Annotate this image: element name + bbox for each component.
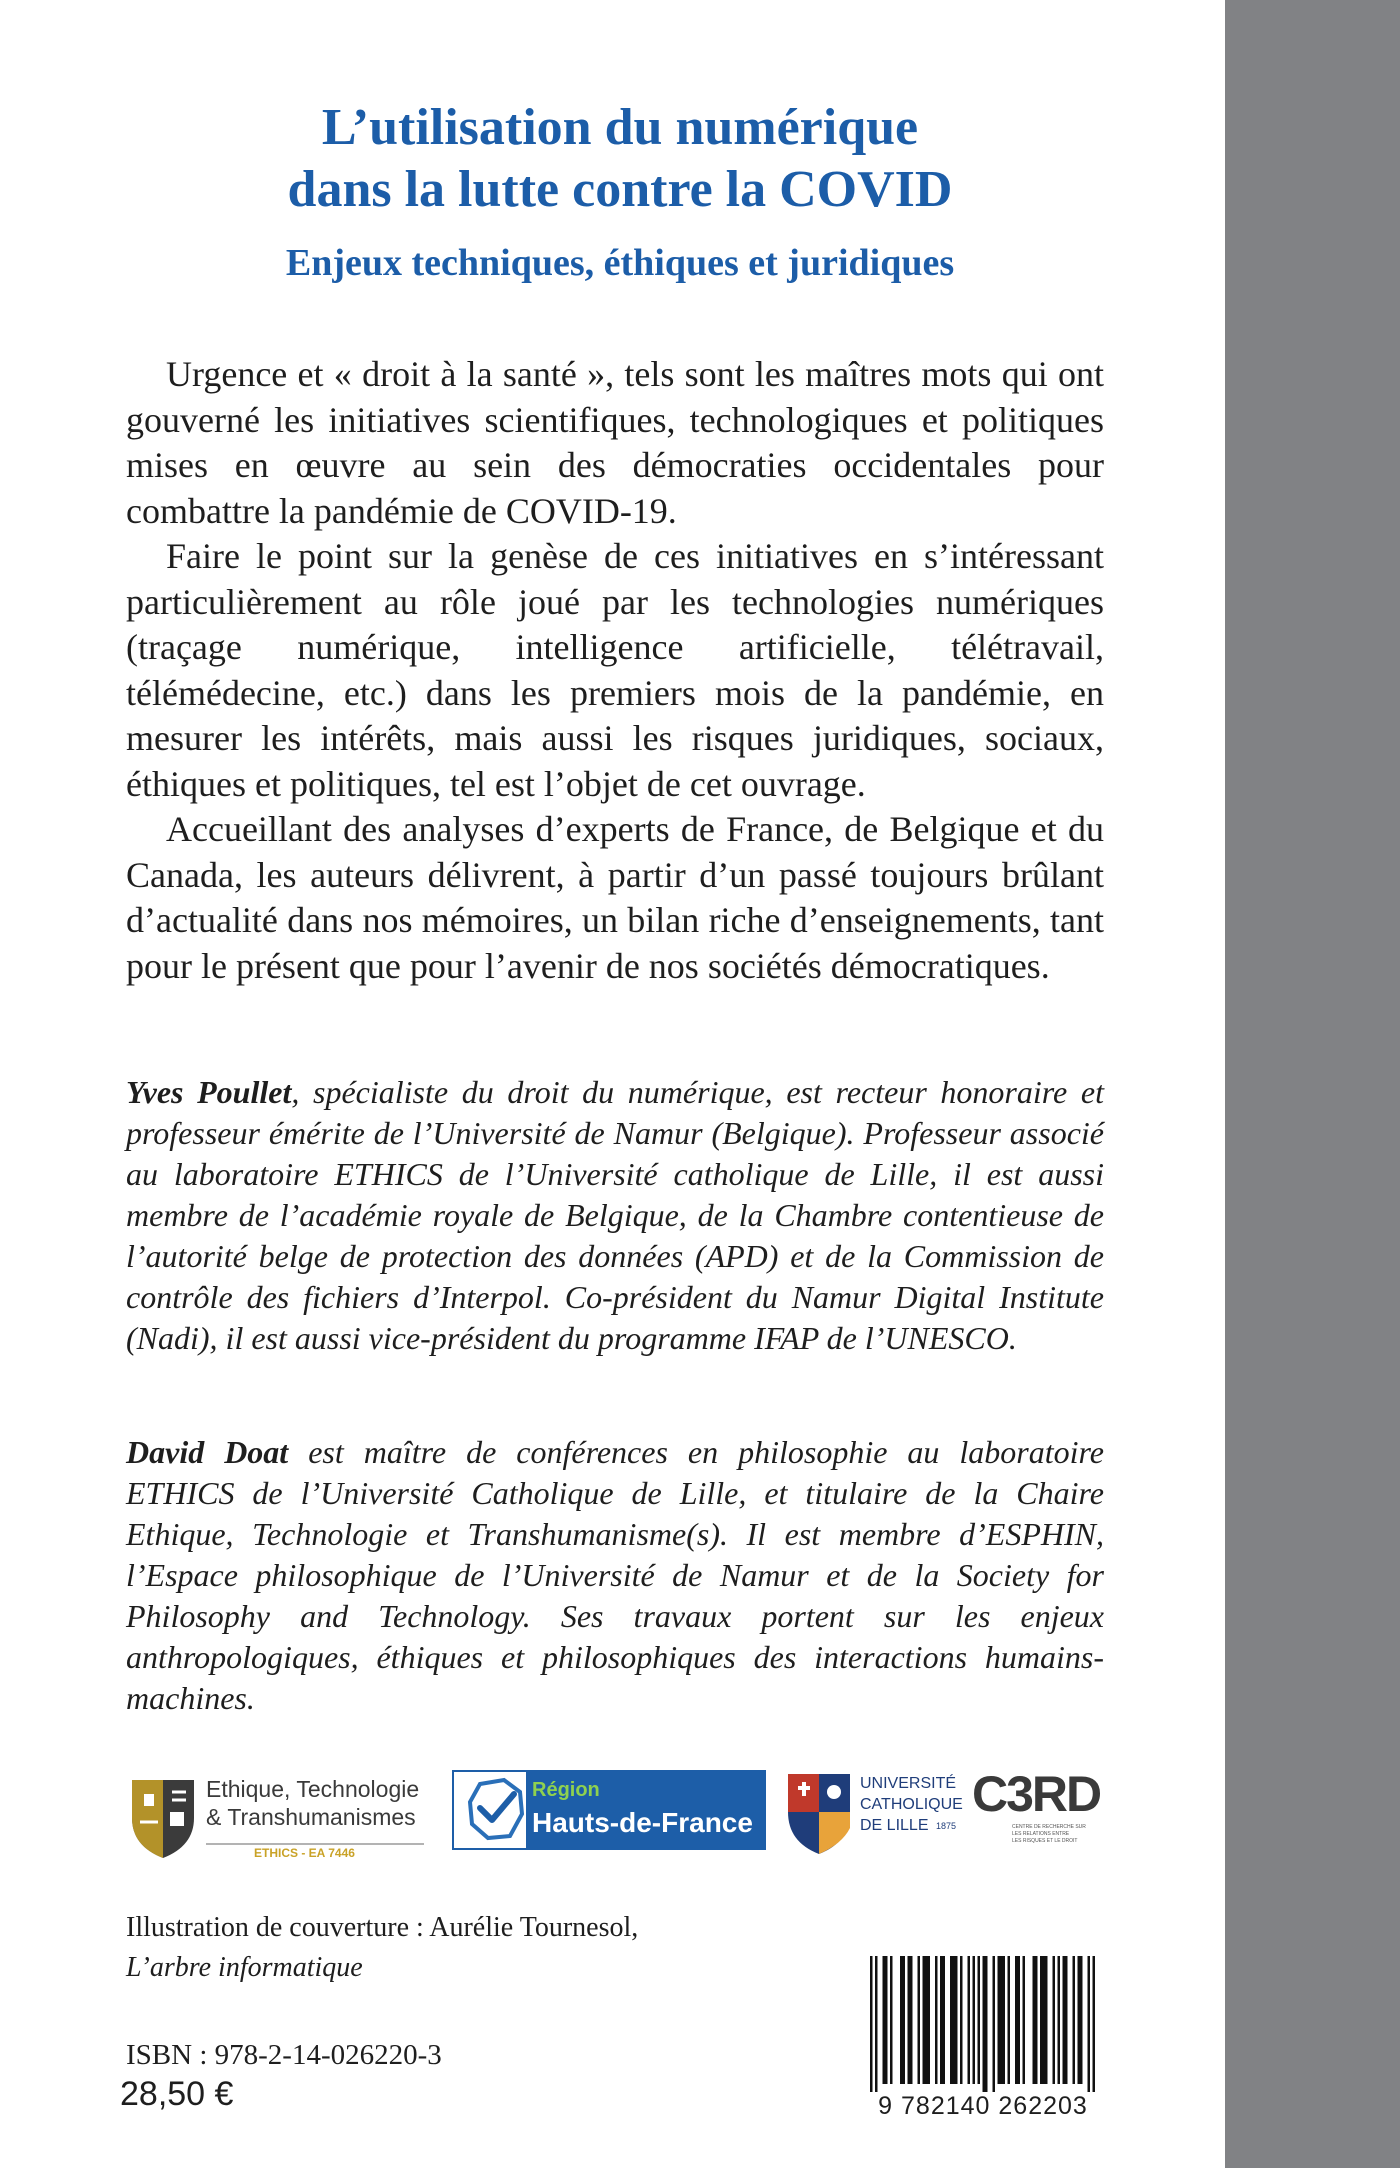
ucl-logo-line-2: CATHOLIQUE — [860, 1796, 963, 1813]
barcode-bar — [918, 1956, 921, 2084]
book-title-line-2: dans la lutte contre la COVID — [287, 161, 953, 218]
author-name-doat: David Doat — [126, 1434, 289, 1470]
barcode-bar — [1018, 1956, 1021, 2084]
isbn-barcode — [858, 1952, 1108, 2126]
blurb-paragraph-1: Urgence et « droit à la santé », tels sont les maîtres mots qui ont gouverné les initiatives scientifiques, technologiques et politiques mises en œuvre au sein des démocraties occidentales pour combattre la pandémie de COVID-19. — [126, 354, 1104, 531]
barcode-bar — [955, 1956, 958, 2084]
price-text: 28,50 € — [120, 2075, 234, 2113]
barcode-bar — [1065, 1956, 1068, 2084]
barcode-bar — [1023, 1956, 1026, 2084]
barcode-bar — [885, 1956, 888, 2084]
barcode-bar — [1000, 1956, 1003, 2084]
barcode-bar — [1008, 1956, 1011, 2084]
barcode-bar — [960, 1956, 963, 2084]
book-subtitle: Enjeux techniques, éthiques et juridiques — [285, 242, 955, 284]
barcode-bar — [928, 1956, 931, 2084]
barcode-bar — [1058, 1956, 1061, 2084]
barcode-bar — [985, 1956, 988, 2092]
ucl-logo — [784, 1768, 964, 1864]
barcode-bar — [910, 1956, 913, 2084]
barcode-bar — [1063, 1956, 1066, 2084]
barcode-bar — [1003, 1956, 1006, 2084]
blurb-paragraph-2: Faire le point sur la genèse de ces initiatives en s’intéressant particulièrement au rôle joué par les technologies numériques (traçage numérique, intelligence artificielle, télétravail, télémédecine, etc.) dans les premiers mois de la pandémie, en mesurer les intérêts, mais aussi les risques juridiques, sociaux, éthiques et politiques, tel est l’objet de cet ouvrage. — [126, 536, 1104, 804]
barcode-bar — [925, 1956, 928, 2084]
ethics-logo — [128, 1772, 428, 1862]
barcode-bar — [983, 1956, 986, 2092]
barcode-bar — [935, 1956, 938, 2084]
barcode-bar — [1043, 1956, 1046, 2084]
barcode-bar — [950, 1956, 953, 2084]
barcode-bar — [940, 1956, 943, 2084]
back-cover-blurb — [126, 352, 1104, 989]
barcode-number: 9 782140 262203 — [878, 2092, 1088, 2120]
isbn-text: ISBN : 978-2-14-026220-3 — [126, 2039, 442, 2071]
barcode-bar — [900, 1956, 903, 2084]
blurb-paragraph-3: Accueillant des analyses d’experts de France, de Belgique et du Canada, les auteurs délivrent, à partir d’un passé toujours brûlant d’actualité dans nos mémoires, un bilan riche d’enseignements, tant pour le présent que pour l’avenir de nos sociétés démocratiques. — [126, 809, 1104, 986]
ucl-logo-line-1: UNIVERSITÉ — [860, 1775, 957, 1792]
barcode-bar — [1033, 1956, 1036, 2084]
region-hauts-de-france-logo — [452, 1770, 766, 1850]
author-bio-poullet — [126, 1072, 1104, 1359]
barcode-bar — [1078, 1956, 1081, 2084]
barcode-bar — [1053, 1956, 1056, 2084]
c3rd-logo-caption-3: LES RISQUES ET LE DROIT — [1012, 1838, 1078, 1844]
c3rd-logo-caption-2: LES RELATIONS ENTRE — [1012, 1831, 1070, 1837]
barcode-bar — [908, 1956, 911, 2084]
ucl-shield-icon — [784, 1768, 856, 1858]
barcode-bar — [953, 1956, 956, 2084]
region-logo-line-1: Région — [532, 1779, 600, 1801]
barcode-bar — [1073, 1956, 1076, 2084]
barcode-bar — [1040, 1956, 1043, 2084]
region-logo-panel — [526, 1772, 764, 1848]
barcode-bar — [883, 1956, 886, 2084]
barcode-bar — [875, 1956, 878, 2092]
author-bio-doat — [126, 1432, 1104, 1719]
barcode-bar — [903, 1956, 906, 2084]
barcode-bar — [968, 1956, 971, 2084]
ucl-logo-line-3: DE LILLE — [860, 1817, 929, 1834]
barcode-bar — [923, 1956, 926, 2084]
barcode-bar — [1093, 1956, 1096, 2092]
barcode-bar — [1088, 1956, 1091, 2092]
ethics-logo-tag: ETHICS - EA 7446 — [254, 1846, 355, 1860]
c3rd-logo-caption-1: CENTRE DE RECHERCHE SUR — [1012, 1824, 1086, 1830]
illustration-credit: Illustration de couverture : Aurélie Tournesol, — [126, 1912, 639, 1943]
barcode-bar — [1015, 1956, 1018, 2084]
barcode-bar — [993, 1956, 996, 2092]
ethics-logo-line-2: & Transhumanismes — [206, 1804, 416, 1830]
c3rd-logo-mark: C3RD — [972, 1766, 1101, 1822]
author-name-poullet: Yves Poullet — [126, 1074, 292, 1110]
ethics-logo-line-1: Ethique, Technologie — [206, 1776, 420, 1802]
c3rd-logo — [972, 1766, 1101, 1862]
author-bio-text-poullet: , spécialiste du droit du numérique, est recteur honoraire et professeur émérite de l’Université de Namur (Belgique). Professeur associé au laboratoire ETHICS de l’Université catholique de Lille, il est aussi membre de l’académie royale de Belgique, de la Chambre contentieuse de l’autorité belge de protection des données (APD) et de la Commission de contrôle des fichiers d’Interpol. Co-président du Namur Digital Institute (Nadi), il est aussi vice-président du programme IFAP de l’UNESCO. — [126, 1074, 1105, 1356]
barcode-bar — [973, 1956, 976, 2084]
barcode-bar — [870, 1956, 873, 2092]
cover-credits — [126, 1908, 826, 1988]
barcode-bar — [998, 1956, 1001, 2084]
barcode-bar — [978, 1956, 981, 2084]
region-logo-line-2: Hauts-de-France — [532, 1807, 753, 1838]
author-bio-text-doat: est maître de conférences en philosophie au laboratoire ETHICS de l’Université Catholique de Lille, et titulaire de la Chaire Ethique, Technologie et Transhumanisme(s). Il est membre d’ESPHIN, l’Espace philosophique de l’Université de Namur et de la Society for Philosophy and Technology. Ses travaux portent sur les enjeux anthropologiques, éthiques et philosophiques des interactions humains-machines. — [126, 1434, 1105, 1716]
barcode-bar — [890, 1956, 893, 2084]
cover-spine-band — [1225, 0, 1400, 2168]
barcode-bar — [943, 1956, 946, 2084]
region-map-icon — [460, 1774, 532, 1846]
barcode-bar — [1080, 1956, 1083, 2084]
book-title-line-1: L’utilisation du numérique — [321, 99, 919, 156]
barcode-bar — [1045, 1956, 1048, 2084]
ucl-logo-year: 1875 — [936, 1821, 957, 1831]
barcode-bars — [858, 1952, 1108, 2092]
barcode-bar — [1035, 1956, 1038, 2084]
artwork-title: L’arbre informatique — [126, 1952, 363, 1983]
